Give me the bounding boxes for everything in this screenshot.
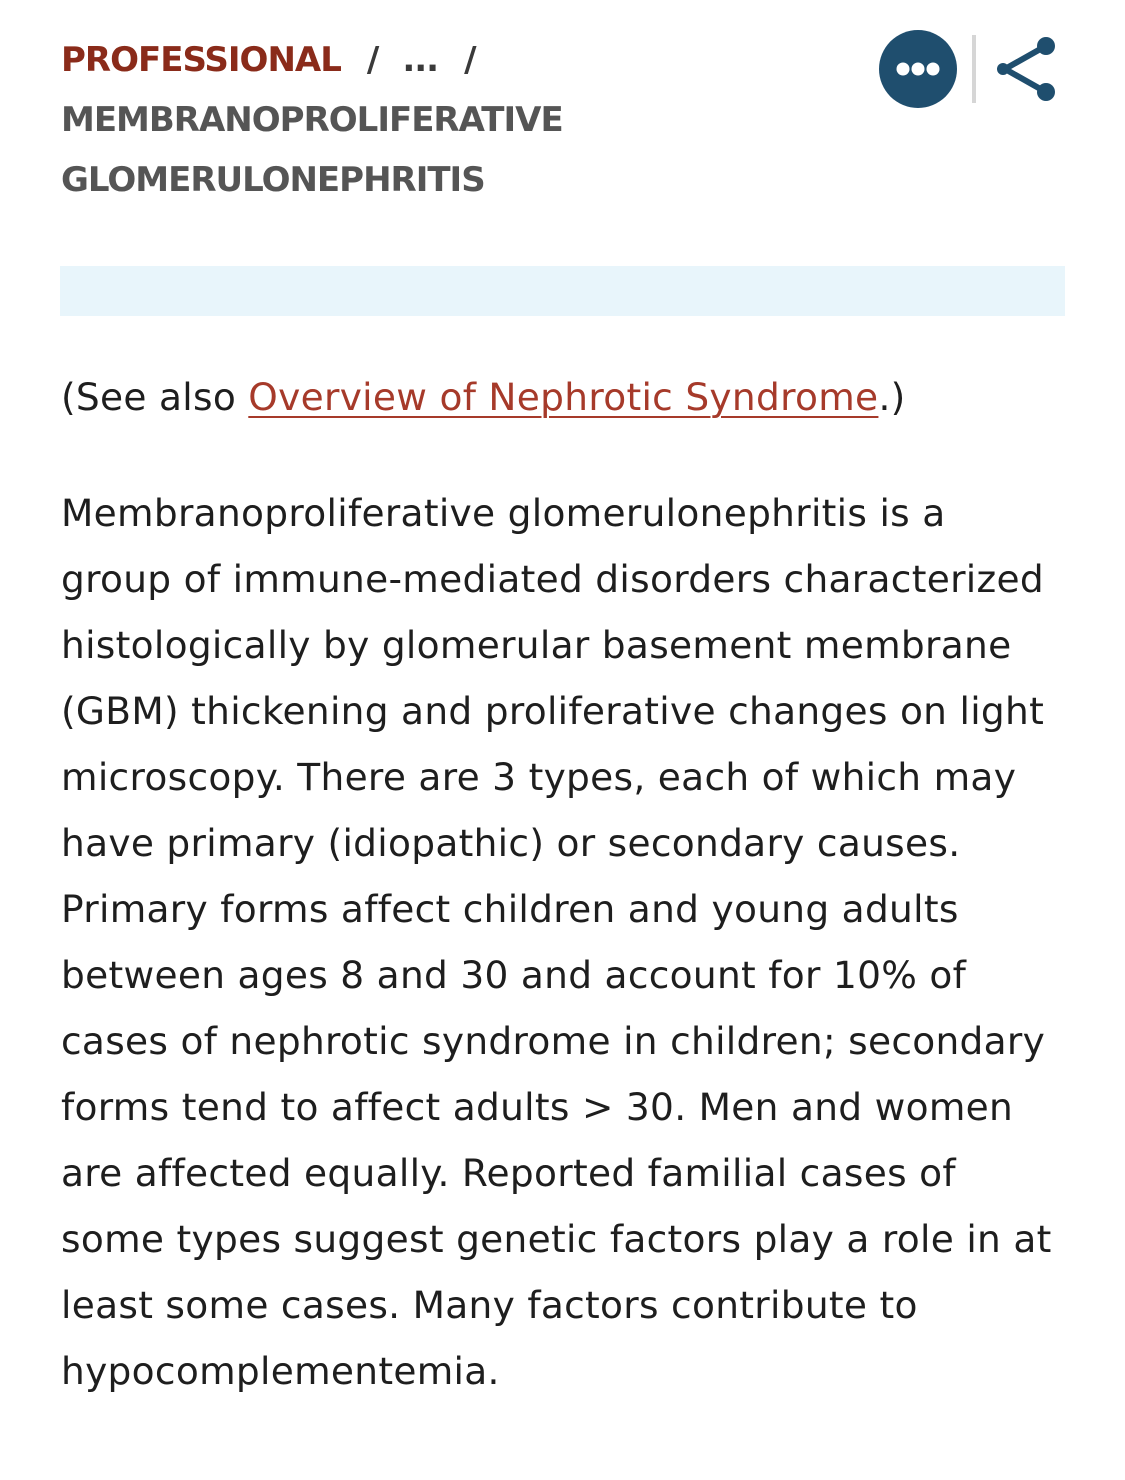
see-also-suffix: .) [878, 375, 906, 419]
breadcrumb-separator: / [366, 40, 379, 80]
see-also-prefix: (See also [61, 375, 249, 419]
page-actions [879, 30, 1062, 108]
info-banner [60, 266, 1065, 316]
see-also-link[interactable]: Overview of Nephrotic Syndrome [248, 375, 879, 419]
more-options-button[interactable] [879, 30, 957, 108]
breadcrumb-root-link[interactable]: PROFESSIONAL [61, 40, 341, 80]
article-content [61, 366, 1071, 1404]
article-paragraph: Membranoproliferative glomerulonephritis is a group of immune-mediated disorders characterized histologically by glomerular basement membrane (GBM) thickening and proliferative changes on light microscopy. There are 3 types, each of which may have primary (idiopathic) or secondary causes. Primary forms affect children and young adults between ages 8 and 30 and account for 10% of cases of nephrotic syndrome in children; secondary forms tend to affect adults > 30. Men and women are affected equally. Reported familial cases of some types suggest genetic factors play a role in at least some cases. Many factors contribute to hypocomplementemia. [61, 491, 1052, 1393]
breadcrumb-path [61, 30, 861, 90]
more-options-icon [896, 62, 940, 76]
breadcrumb-current-page: MEMBRANOPROLIFERATIVE GLOMERULONEPHRITIS [61, 100, 563, 200]
breadcrumb [61, 30, 861, 210]
breadcrumb-separator: / [464, 40, 476, 80]
see-also-line [61, 366, 1071, 428]
breadcrumb-ellipsis[interactable]: ... [402, 40, 439, 80]
share-icon [991, 34, 1061, 104]
action-divider [972, 35, 976, 103]
share-button[interactable] [990, 33, 1062, 105]
